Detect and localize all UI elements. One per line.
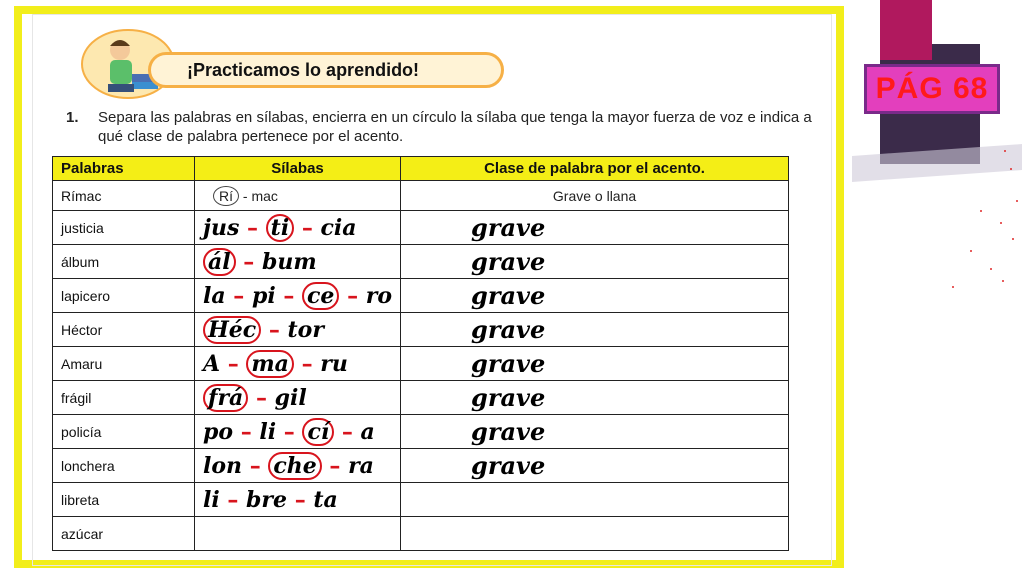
syllable: bre (246, 486, 288, 513)
syllables-cell: Rí - mac (195, 181, 401, 211)
table-row (53, 483, 789, 517)
stressed-syllable: ál (203, 248, 236, 276)
accent-class-cell: grave (401, 245, 789, 279)
syllable: ru (320, 350, 348, 377)
syllable: cia (320, 214, 357, 241)
syllable: Rí (213, 186, 239, 206)
word-cell: Héctor (53, 313, 195, 347)
syllable-dash: – (339, 282, 366, 309)
handwritten-syllables (203, 317, 324, 343)
table-row (53, 347, 789, 381)
table-body (53, 181, 789, 551)
table-row (53, 415, 789, 449)
instruction (66, 108, 826, 146)
syllable: lon (203, 452, 243, 479)
syllables-cell (195, 347, 401, 381)
syllables-cell (195, 279, 401, 313)
word-cell: azúcar (53, 517, 195, 551)
table-row (53, 279, 789, 313)
accent-class-cell: grave (401, 449, 789, 483)
stressed-syllable: ce (302, 282, 339, 310)
stressed-syllable: cí (302, 418, 334, 446)
word-cell: lonchera (53, 449, 195, 483)
syllable: bum (261, 248, 317, 275)
syllable-dash: – (293, 350, 321, 377)
header-palabras: Palabras (53, 157, 195, 181)
syllables-cell (195, 245, 401, 279)
table-row (53, 211, 789, 245)
syllables-cell (195, 313, 401, 347)
handwritten-syllables (203, 419, 375, 445)
header-silabas: Sílabas (195, 157, 401, 181)
word-cell: álbum (53, 245, 195, 279)
handwritten-syllables (203, 249, 317, 275)
syllable-dash: – (294, 214, 321, 241)
syllable-dash: – (321, 452, 349, 479)
accent-class-cell (401, 517, 789, 551)
instruction-number: 1. (66, 109, 79, 126)
syllables-cell (195, 517, 401, 551)
table-row (53, 245, 789, 279)
stressed-syllable: ti (266, 214, 295, 242)
syllable-dash: – (242, 452, 269, 479)
syllables-cell (195, 211, 401, 245)
accent-class-cell: grave (401, 381, 789, 415)
accent-class-cell: grave (401, 211, 789, 245)
word-cell: frágil (53, 381, 195, 415)
table-row (53, 517, 789, 551)
syllable: gil (274, 384, 307, 411)
syllable: ra (348, 452, 374, 479)
syllable: li (259, 418, 277, 445)
handwritten-syllables (203, 283, 392, 309)
syllable: ta (313, 486, 338, 513)
word-cell: Rímac (53, 181, 195, 211)
section-banner: ¡Practicamos lo aprendido! (148, 52, 504, 88)
table-row (53, 449, 789, 483)
syllable: jus (203, 214, 240, 241)
word-cell: policía (53, 415, 195, 449)
decor-stripe (852, 144, 1022, 182)
syllable-dash: – (219, 486, 247, 513)
decor-pink-block (880, 0, 932, 60)
word-cell: libreta (53, 483, 195, 517)
syllable-dash: – (235, 248, 262, 275)
syllable-dash: – (233, 418, 260, 445)
table-row (53, 381, 789, 415)
syllable: ro (365, 282, 393, 309)
stressed-syllable: ma (246, 350, 294, 378)
syllable-dash: – (225, 282, 252, 309)
handwritten-syllables (203, 351, 348, 377)
syllable: A (203, 350, 221, 377)
syllable: po (203, 418, 234, 445)
syllable-table (52, 156, 789, 551)
syllable: tor (287, 316, 324, 343)
word-cell: Amaru (53, 347, 195, 381)
accent-class-cell: grave (401, 347, 789, 381)
syllable-dash: – (276, 418, 303, 445)
table-row (53, 313, 789, 347)
accent-class-cell: grave (401, 415, 789, 449)
accent-class-cell: Grave o llana (401, 181, 789, 211)
syllable: li (203, 486, 220, 513)
stressed-syllable: Héc (203, 316, 261, 344)
accent-class-cell (401, 483, 789, 517)
syllables-cell (195, 483, 401, 517)
handwritten-syllables (203, 215, 357, 241)
word-cell: justicia (53, 211, 195, 245)
syllables-cell (195, 381, 401, 415)
page-number-tag: PÁG 68 (864, 64, 1000, 114)
syllable-dash: – (261, 316, 288, 343)
header-clase: Clase de palabra por el acento. (401, 157, 789, 181)
handwritten-syllables (203, 453, 374, 479)
syllable: pi (251, 282, 276, 309)
syllable: mac (251, 187, 278, 204)
syllable-dash: – (239, 214, 266, 241)
syllable-dash: – (287, 486, 314, 513)
accent-class-cell: grave (401, 313, 789, 347)
handwritten-syllables (203, 385, 307, 411)
stressed-syllable: frá (203, 384, 248, 412)
syllable-dash: – (220, 350, 247, 377)
syllable-dash: – (275, 282, 303, 309)
syllables-cell (195, 415, 401, 449)
syllable-dash: – (334, 418, 361, 445)
table-header-row (53, 157, 789, 181)
syllable: a (360, 418, 375, 445)
word-cell: lapicero (53, 279, 195, 313)
syllables-cell (195, 449, 401, 483)
table-row (53, 181, 789, 211)
syllable-dash: – (248, 384, 275, 411)
syllable: la (203, 282, 226, 309)
stressed-syllable: che (268, 452, 321, 480)
handwritten-syllables (203, 487, 338, 513)
accent-class-cell: grave (401, 279, 789, 313)
instruction-text: Separa las palabras en sílabas, encierra en un círculo la sílaba que tenga la mayor fuerza de voz e indica a qué clase de palabra pertenece por el acento. (98, 109, 812, 145)
